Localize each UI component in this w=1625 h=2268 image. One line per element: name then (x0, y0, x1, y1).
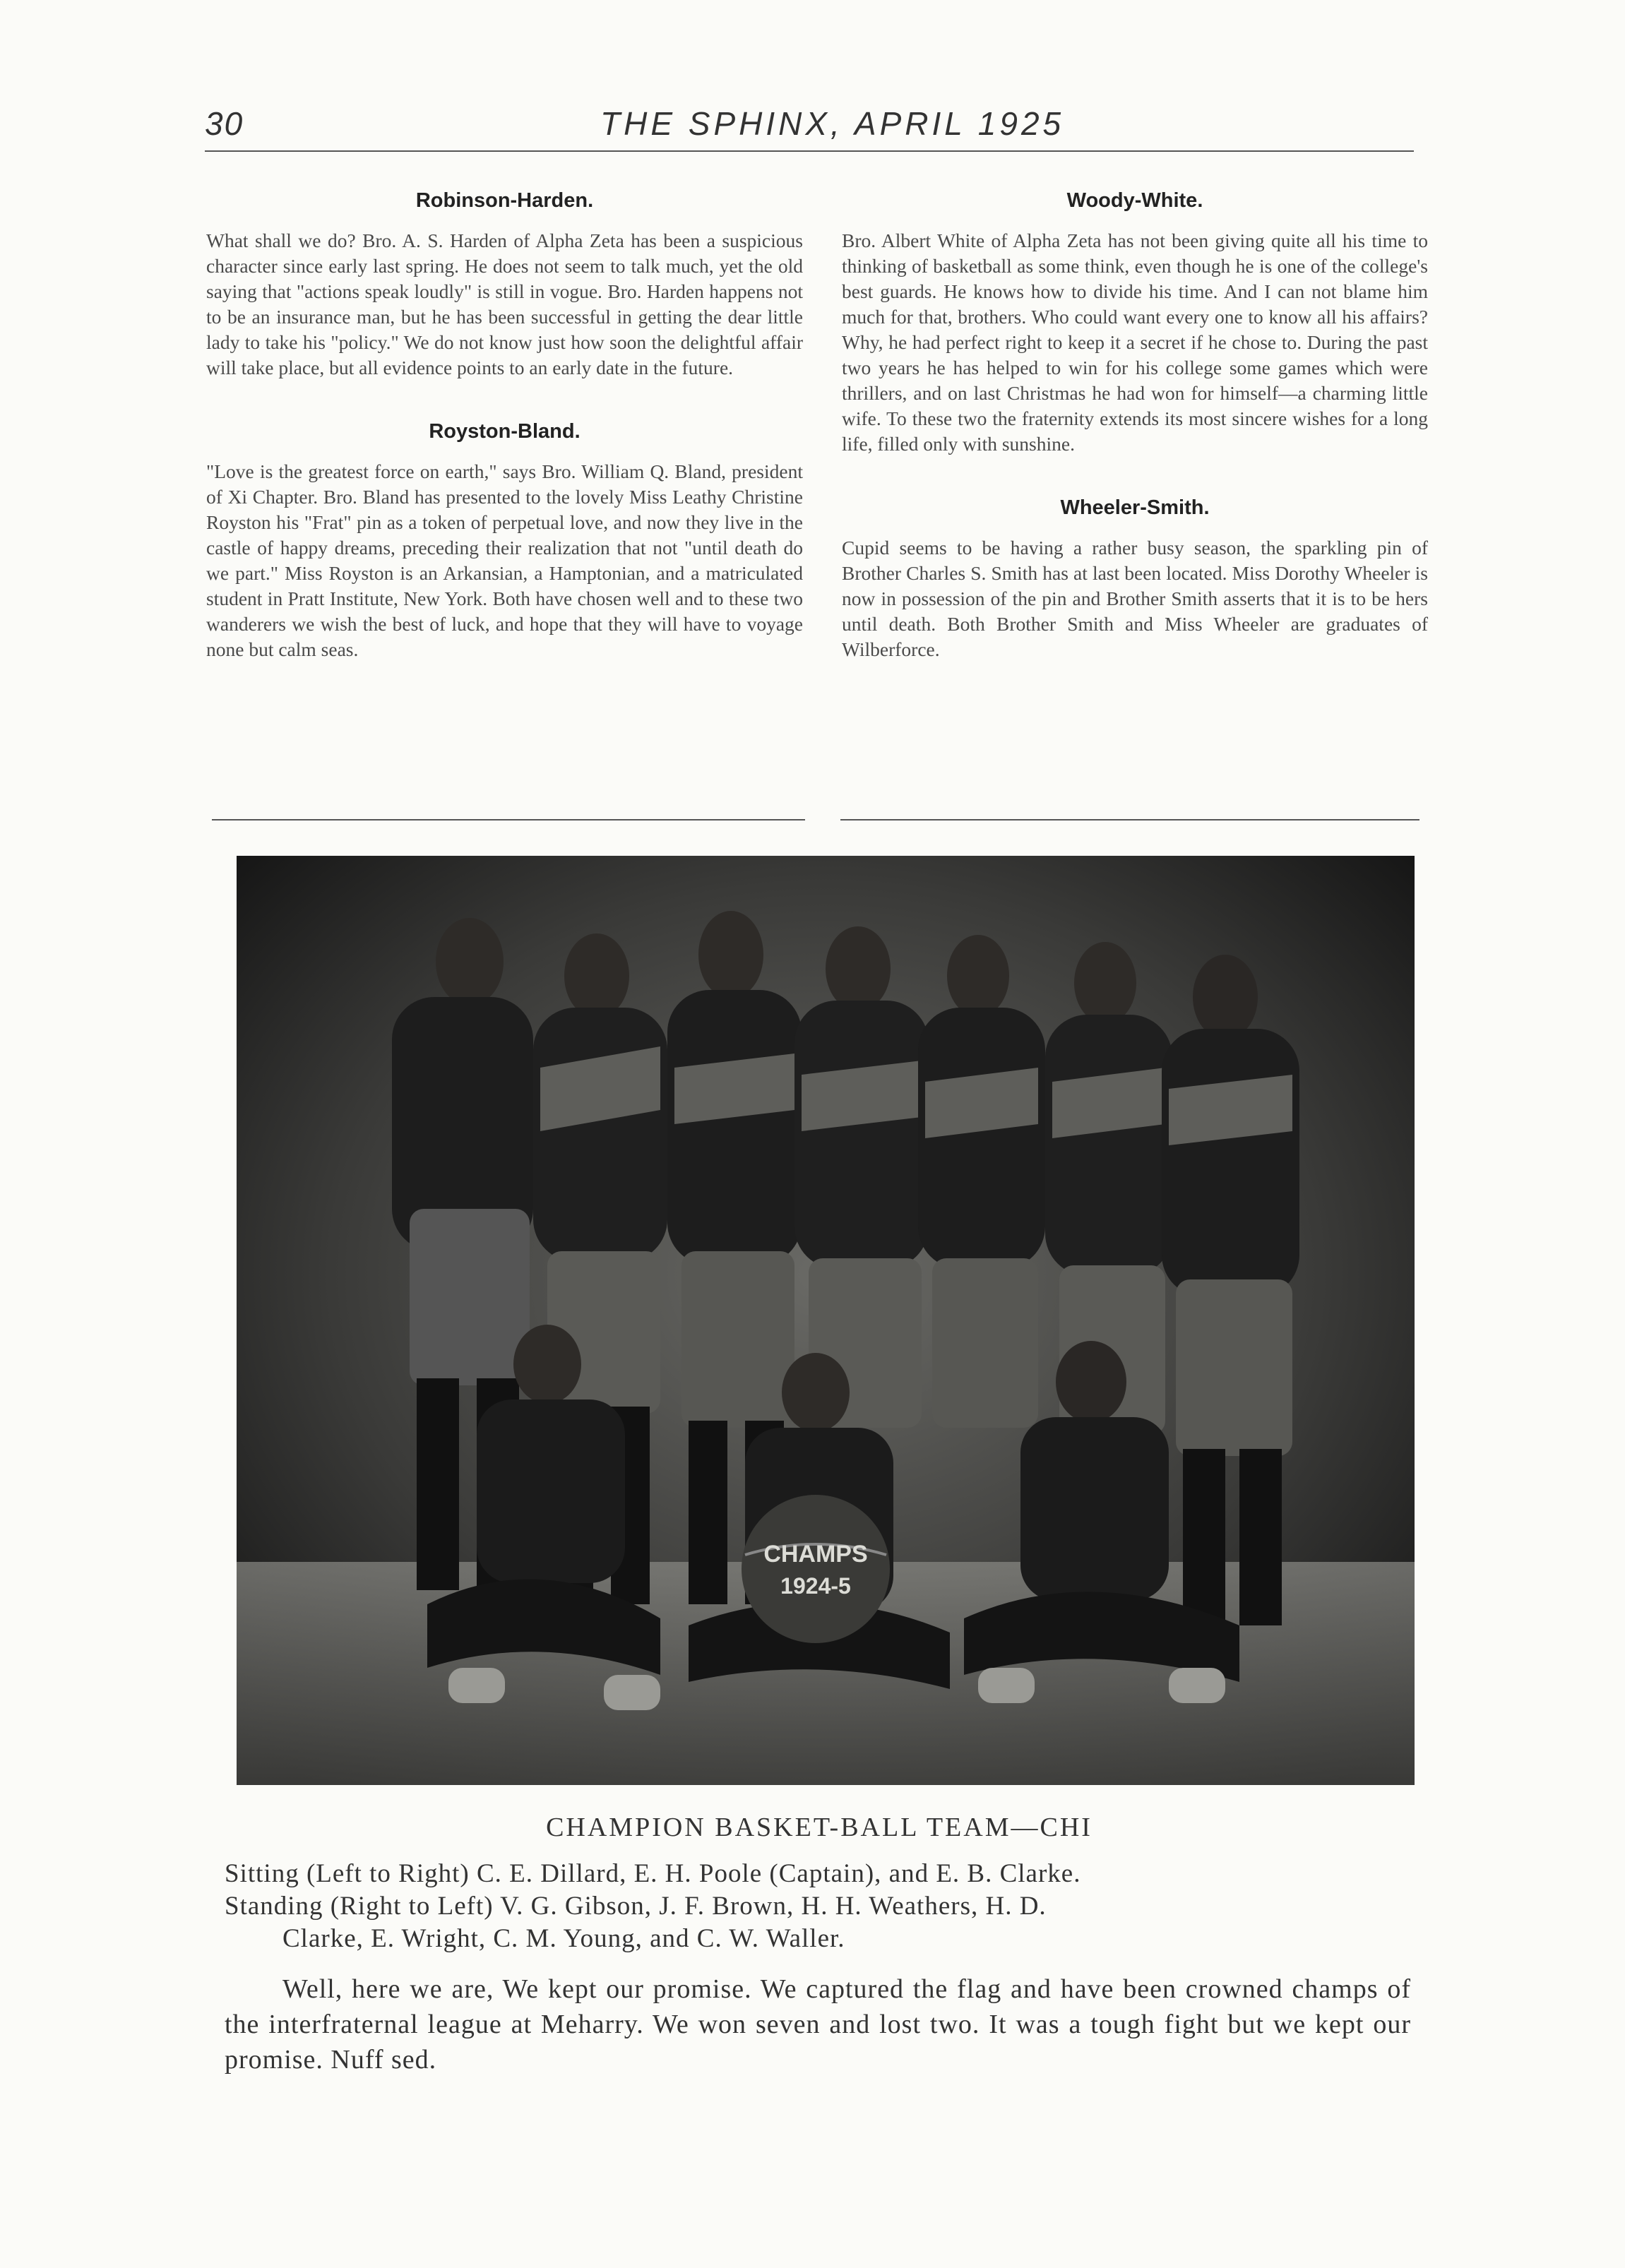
caption-sitting: Sitting (Left to Right) C. E. Dillard, E. H. Poole (Captain), and E. B. Clarke. (225, 1859, 1081, 1888)
ball-text-champs: CHAMPS (763, 1541, 868, 1568)
right-column (842, 189, 1428, 684)
left-column (206, 189, 803, 684)
team-photograph (237, 856, 1415, 1785)
journal-title: THE SPHINX, APRIL 1925 (600, 105, 1065, 142)
article-wheeler-smith (842, 496, 1428, 662)
page-header (205, 105, 1419, 154)
article-woody-white (842, 189, 1428, 457)
team-photo-illustration (237, 856, 1415, 1785)
article-body: Cupid seems to be having a rather busy season, the sparkling pin of Brother Charles S. Smith has at last been located. Miss Dorothy Wheeler is now in possession of the pin and Brother Smith asserts that it is to be hers until death. Both Brother Smith and Miss Wheeler are graduates of Wilberforce. (842, 537, 1428, 660)
article-body: What shall we do? Bro. A. S. Harden of Alpha Zeta has been a suspicious character since early last spring. He does not seem to talk much, yet the old saying that "actions speak loudly" is still in vogue. Bro. Harden happens not to be an insurance man, but he has been successful in getting the dear little lady to take his "policy." We do not know just how soon the delightful affair will take place, but all evidence points to an early date in the future. (206, 229, 803, 378)
article-title: Royston-Bland. (429, 420, 581, 443)
header-rule (205, 150, 1414, 152)
article-title: Robinson-Harden. (415, 189, 594, 212)
article-royston-bland (206, 420, 803, 662)
page-number: 30 (205, 105, 244, 142)
article-body: "Love is the greatest force on earth," says Bro. William Q. Bland, president of Xi Chapter. Bro. Bland has presented to the lovely Miss Leathy Christine Royston his "Frat" pin as a token of perpetual love, and now they live in the castle of happy dreams, preceding their realization that not "until death do we part." Miss Royston is an Arkansian, a Hamptonian, and a matriculated student in Pratt Institute, New York. Both have chosen well and to these two wanderers we wish the best of luck, and hope that they will have to voyage none but calm seas. (206, 460, 803, 660)
closing-paragraph: Well, here we are, We kept our promise. We captured the flag and have been crowned champs of the interfraternal league at Meharry. We won seven and lost two. It was a tough fight but we kept our promise. Nuff sed. (225, 1974, 1411, 2075)
article-title: Wheeler-Smith. (1060, 496, 1210, 519)
caption-standing-line-1: Standing (Right to Left) V. G. Gibson, J. F. Brown, H. H. Weathers, H. D. (225, 1892, 1047, 1921)
column-bottom-rule-right (840, 819, 1419, 820)
article-title: Woody-White. (1066, 189, 1203, 212)
championship-basketball (742, 1495, 890, 1643)
ball-text-year: 1924-5 (780, 1573, 851, 1599)
caption-standing-line-2: Clarke, E. Wright, C. M. Young, and C. W. Waller. (282, 1924, 845, 1953)
column-bottom-rule-left (212, 819, 805, 820)
article-robinson-harden (206, 189, 803, 381)
photo-caption-title: CHAMPION BASKET-BALL TEAM—CHI (546, 1813, 1093, 1842)
article-body: Bro. Albert White of Alpha Zeta has not been giving quite all his time to thinking of basketball as some think, even though he is one of the college's best guards. He knows how to divide his time. And I can not blame him much for that, brothers. Who could want every one to know all his affairs? Why, he had perfect right to keep it a secret if he chose to. During the past two years he has helped to win for his college some games which were thrillers, and on last Christmas he had won for himself—a charming little wife. To these two the fraternity extends its most sincere wishes for a long life, filled only with sunshine. (842, 229, 1428, 455)
